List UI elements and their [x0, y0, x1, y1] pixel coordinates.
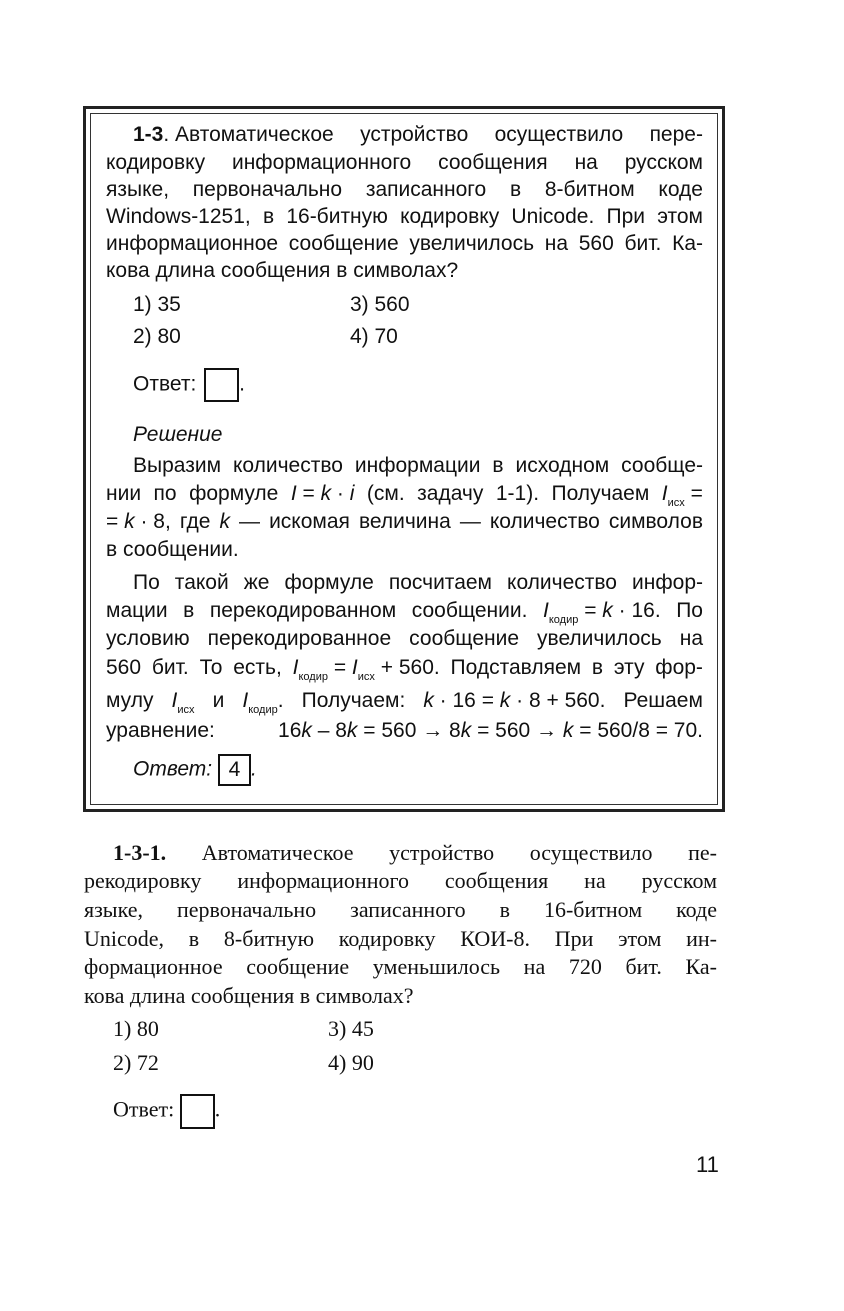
task-1-3-number: 1-3 [133, 123, 164, 146]
task-1-3-1-number: 1-3-1. [113, 840, 167, 865]
answer-label: Ответ: [133, 372, 197, 396]
final-answer-label: Ответ: [133, 757, 213, 781]
solution-line-5: По такой же формуле посчитаем количество инфор- [133, 571, 703, 594]
task-1-3-1-option-1: 1) 80 [113, 1016, 159, 1041]
task-1-3-option-2: 2) 80 [133, 325, 181, 348]
task-1-3-1-line-2: рекодировку информационного сообщения на русском [84, 868, 717, 893]
task-1-3-1-option-3: 3) 45 [328, 1016, 374, 1041]
solution-line-10: уравнение: 16k – 8k = 560 → 8k = 560 → k = 560/8 = 70. [106, 719, 703, 742]
solution-line-4: в сообщении. [106, 538, 239, 561]
task-1-3-option-4: 4) 70 [350, 325, 398, 348]
solution-line-9: мулу $I_{исх}$ и $I_{кодир}$. Получаем: k · 16 = k · 8 + 560. Решаем [106, 689, 703, 716]
task-1-3-line-3: языке, первоначально записанного в 8-битном коде [106, 178, 703, 201]
solution-line-3: = k · 8, где k — искомая величина — количество символов [106, 510, 703, 533]
task-1-3-1-option-2: 2) 72 [113, 1050, 159, 1075]
solution-line-8: 560 бит. То есть, $I_{кодир} = I_{исх} + 560$. Подставляем в эту фор- [106, 656, 703, 683]
task-1-3-line-2: кодировку информационного сообщения на русском [106, 151, 703, 174]
answer-box[interactable] [204, 368, 239, 402]
answer-label: Ответ: [113, 1096, 175, 1122]
solution-line-6: мации в перекодированном сообщении. $I_{кодир} = k \cdot 16$. По [106, 599, 703, 626]
task-1-3-final-answer: Ответ: 4 . [133, 754, 257, 786]
task-1-3-line-5: информационное сообщение увеличилось на 560 бит. Ка- [106, 232, 703, 255]
task-1-3-1-line-4: Unicode, в 8-битную кодировку КОИ-8. При этом ин- [84, 926, 717, 951]
task-1-3-line-1: 1-3. Автоматическое устройство осуществило пере- [133, 123, 703, 146]
task-1-3-answer: Ответ: . [133, 368, 245, 402]
task-1-3-1-line-5: формационное сообщение уменьшилось на 720 бит. Ка- [84, 954, 717, 979]
task-1-3-1-line-3: языке, первоначально записанного в 16-битном коде [84, 897, 717, 922]
answer-box[interactable] [180, 1094, 215, 1129]
task-1-3-1-option-4: 4) 90 [328, 1050, 374, 1075]
solution-heading: Решение [133, 423, 223, 446]
final-answer-box: 4 [218, 754, 251, 786]
page-number: 11 [696, 1152, 719, 1177]
task-1-3-1-answer: Ответ: . [113, 1094, 220, 1129]
task-1-3-line-4: Windows-1251, в 16-битную кодировку Unicode. При этом [106, 205, 703, 228]
solution-line-7: условию перекодированное сообщение увеличилось на [106, 627, 703, 650]
solution-line-1: Выразим количество информации в исходном сообще- [133, 454, 703, 477]
task-1-3-option-1: 1) 35 [133, 293, 181, 316]
task-1-3-line-6: кова длина сообщения в символах? [106, 259, 459, 282]
solution-line-2: нии по формуле I = k · i (см. задачу 1-1). Получаем $I_{исх}$ = [106, 482, 703, 509]
task-1-3-1-line-1: 1-3-1. Автоматическое устройство осуществило пе- [113, 840, 717, 865]
task-1-3-1-line-6: кова длина сообщения в символах? [84, 983, 414, 1008]
task-1-3-option-3: 3) 560 [350, 293, 410, 316]
